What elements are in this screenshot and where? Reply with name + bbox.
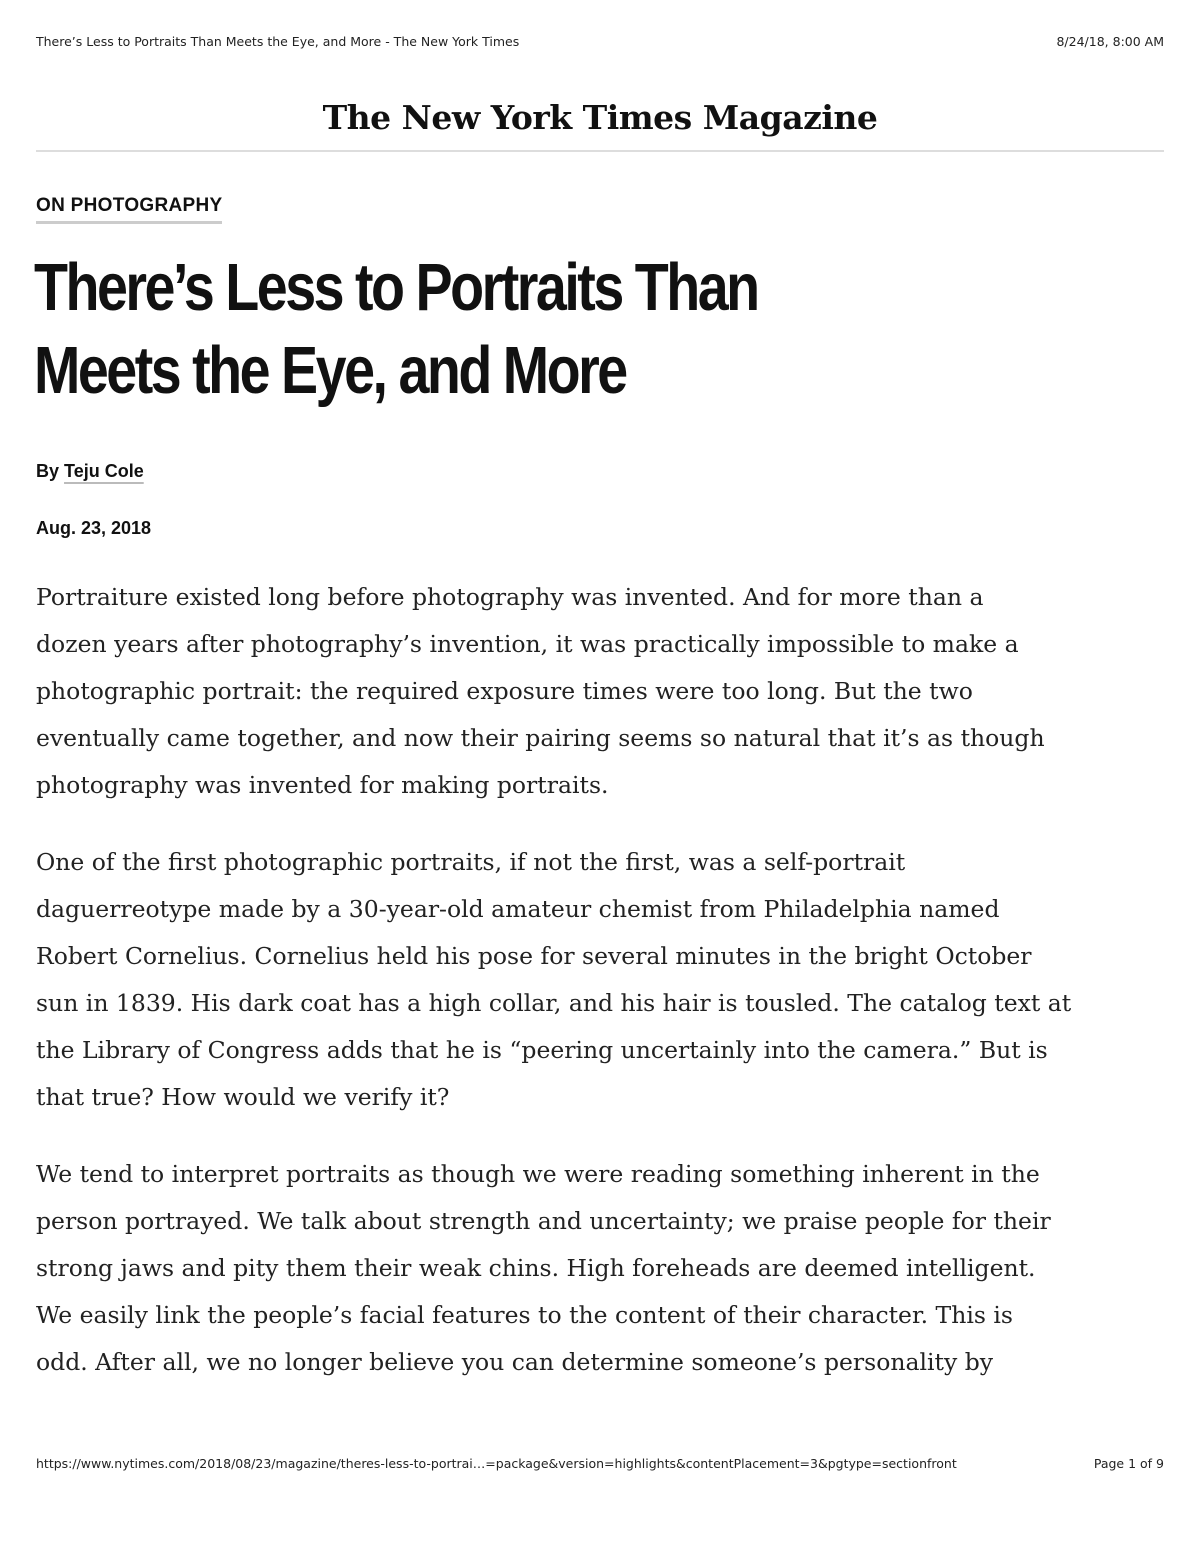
- article-body: [36, 574, 1164, 1416]
- paragraph: [36, 1151, 1164, 1386]
- section-kicker-link[interactable]: ON PHOTOGRAPHY: [36, 195, 222, 224]
- paragraph-line: sun in 1839. His dark coat has a high collar, and his hair is tousled. The catalog text at: [36, 989, 1072, 1017]
- paragraph-line: Portraiture existed long before photography was invented. And for more than a: [36, 583, 984, 611]
- paragraph-line: daguerreotype made by a 30-year-old amateur chemist from Philadelphia named: [36, 895, 1000, 923]
- print-url: https://www.nytimes.com/2018/08/23/magazine/theres-less-to-portrai…=package&version=highlights&contentPlacement=3&pgtype=sectionfront: [36, 1456, 957, 1471]
- print-page-title: There’s Less to Portraits Than Meets the Eye, and More - The New York Times: [36, 34, 520, 49]
- byline-prefix: By: [36, 461, 60, 481]
- paragraph-line: strong jaws and pity them their weak chins. High foreheads are deemed intelligent.: [36, 1254, 1036, 1282]
- paragraph-line: odd. After all, we no longer believe you can determine someone’s personality by: [36, 1348, 994, 1376]
- publish-date: Aug. 23, 2018: [36, 518, 152, 538]
- paragraph-line: person portrayed. We talk about strength and uncertainty; we praise people for their: [36, 1207, 1051, 1235]
- paragraph-line: dozen years after photography’s invention, it was practically impossible to make a: [36, 630, 1019, 658]
- paragraph-line: that true? How would we verify it?: [36, 1083, 450, 1111]
- paragraph-line: the Library of Congress adds that he is “peering uncertainly into the camera.” But is: [36, 1036, 1048, 1064]
- paragraph-line: eventually came together, and now their pairing seems so natural that it’s as though: [36, 724, 1045, 752]
- print-footer: [36, 1456, 1164, 1472]
- paragraph: [36, 574, 1164, 809]
- print-header: [36, 34, 1164, 50]
- headline-line: There’s Less to Portraits Than: [34, 250, 758, 325]
- headline-line: Meets the Eye, and More: [34, 333, 626, 408]
- byline: [36, 459, 144, 483]
- masthead-divider: [36, 150, 1164, 152]
- article-headline: [34, 246, 764, 412]
- paragraph-line: We easily link the people’s facial features to the content of their character. This is: [36, 1301, 1013, 1329]
- paragraph-line: One of the first photographic portraits, if not the first, was a self-portrait: [36, 848, 906, 876]
- page-number: Page 1 of 9: [1093, 1456, 1164, 1471]
- paragraph-line: photographic portrait: the required exposure times were too long. But the two: [36, 677, 973, 705]
- paragraph-line: photography was invented for making portraits.: [36, 771, 609, 799]
- masthead-logo[interactable]: The New York Times Magazine: [322, 98, 878, 137]
- author-link[interactable]: Teju Cole: [64, 461, 144, 481]
- print-timestamp: 8/24/18, 8:00 AM: [1056, 34, 1164, 49]
- paragraph-line: We tend to interpret portraits as though we were reading something inherent in the: [36, 1160, 1040, 1188]
- paragraph: [36, 839, 1164, 1121]
- paragraph-line: Robert Cornelius. Cornelius held his pose for several minutes in the bright October: [36, 942, 1032, 970]
